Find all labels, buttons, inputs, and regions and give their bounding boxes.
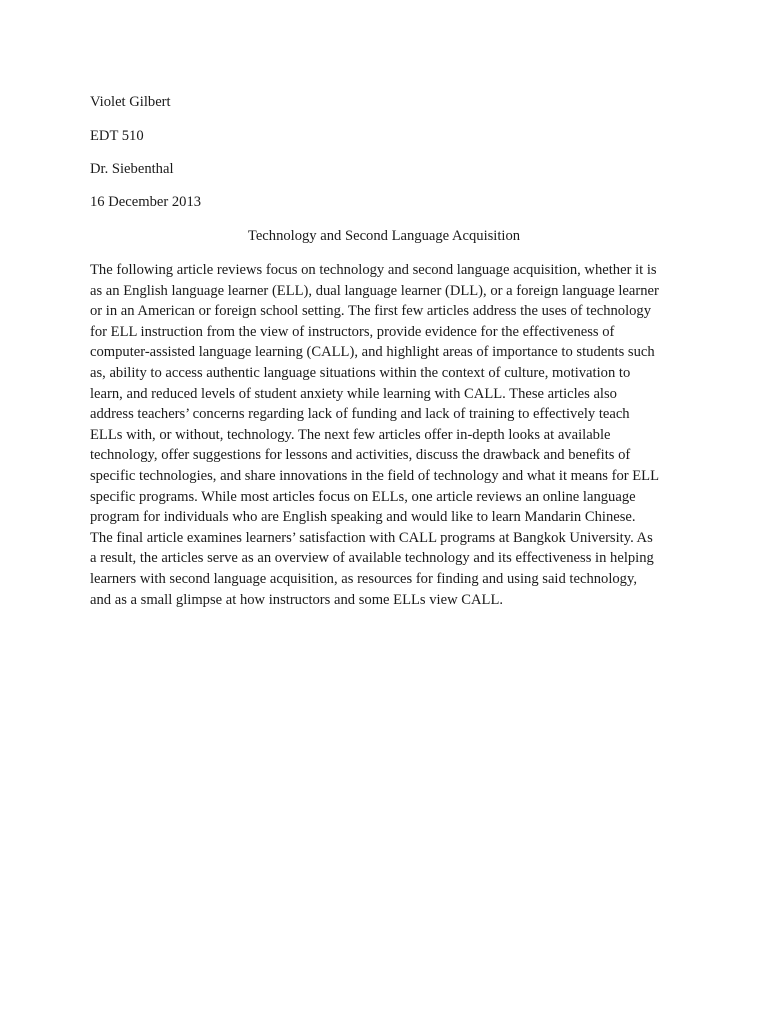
body-line: technology, offer suggestions for lessons and activities, discuss the drawback and benefits of <box>90 447 631 464</box>
instructor-name: Dr. Siebenthal <box>90 161 174 177</box>
body-line: specific programs. While most articles focus on ELLs, one article reviews an online language <box>90 488 636 505</box>
body-line: The following article reviews focus on technology and second language acquisition, whether it is <box>90 262 657 278</box>
body-line: learn, and reduced levels of student anxiety while learning with CALL. These articles also <box>90 385 617 402</box>
body-paragraph <box>90 260 690 610</box>
body-line: learners with second language acquisition, as resources for finding and using said technology, <box>90 570 637 587</box>
body-line: and as a small glimpse at how instructors and some ELLs view CALL. <box>90 591 504 608</box>
body-line: as, ability to access authentic language situations within the context of culture, motivation to <box>90 364 631 381</box>
body-line: computer-assisted language learning (CALL), and highlight areas of importance to students such <box>90 344 655 361</box>
document-date: 16 December 2013 <box>90 194 202 210</box>
body-line: as an English language learner (ELL), dual language learner (DLL), or a foreign language learner <box>90 282 659 299</box>
body-line: for ELL instruction from the view of instructors, provide evidence for the effectiveness of <box>90 323 615 340</box>
course-code: EDT 510 <box>90 128 144 144</box>
document-title: Technology and Second Language Acquisition <box>247 228 521 244</box>
body-line: address teachers’ concerns regarding lack of funding and lack of training to effectively teach <box>90 406 630 423</box>
body-line: program for individuals who are English speaking and would like to learn Mandarin Chinese. <box>90 509 636 526</box>
body-line: ELLs with, or without, technology. The next few articles offer in-depth looks at available <box>90 426 611 443</box>
body-line: specific technologies, and share innovations in the field of technology and what it means for ELL <box>90 467 659 484</box>
author-name: Violet Gilbert <box>90 94 171 110</box>
body-line: or in an American or foreign school setting. The first few articles address the uses of technology <box>90 303 652 320</box>
body-line: a result, the articles serve as an overview of available technology and its effectiveness in helping <box>90 550 654 567</box>
body-line: The final article examines learners’ satisfaction with CALL programs at Bangkok University. As <box>90 529 653 546</box>
